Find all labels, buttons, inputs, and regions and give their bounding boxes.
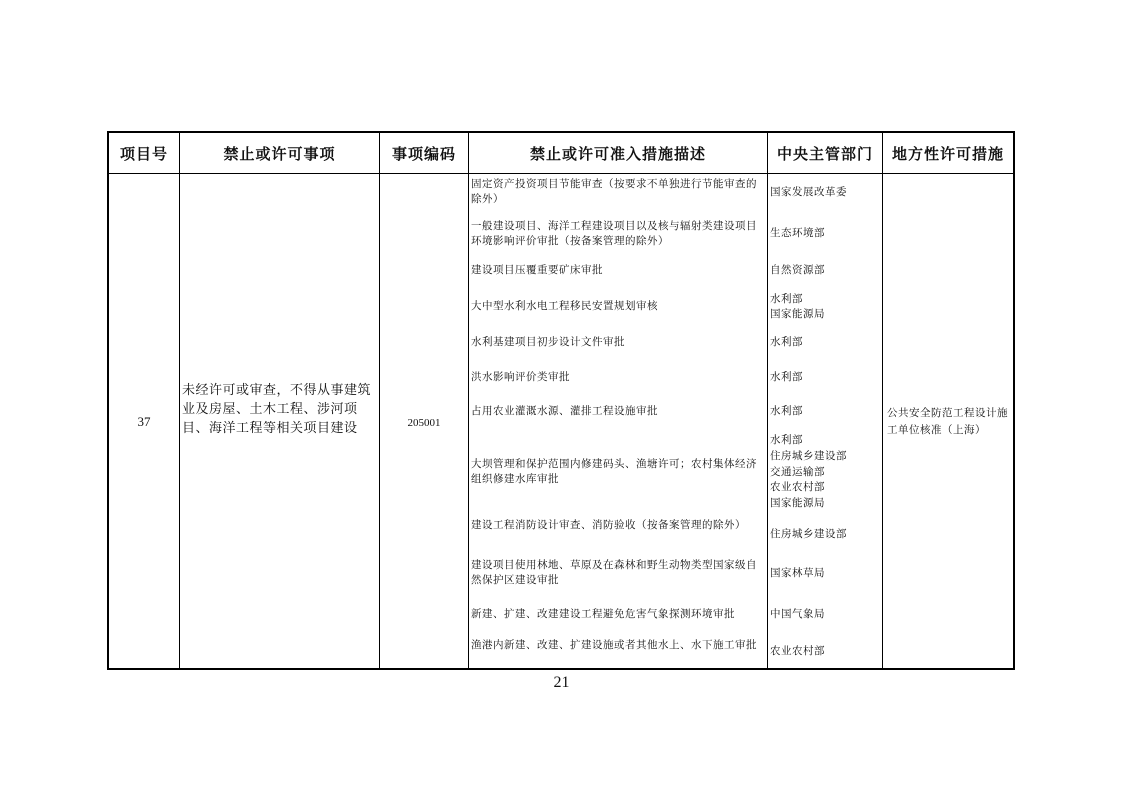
dept-name: 生态环境部: [770, 227, 825, 239]
measure-desc: 大坝管理和保护范围内修建码头、渔塘许可；农村集体经济组织修建水库审批: [471, 458, 757, 485]
dept-name: 农业农村部: [770, 645, 825, 657]
column-divider: [379, 133, 380, 668]
measure-desc: 新建、扩建、改建建设工程避免危害气象探测环境审批: [471, 608, 735, 620]
column-divider: [882, 133, 883, 668]
column-divider: [767, 133, 768, 668]
dept-name: 国家能源局: [770, 308, 825, 320]
dept-group: [770, 292, 880, 322]
dept-name: 国家能源局: [770, 497, 825, 510]
dept-group: [770, 566, 880, 581]
measure-desc: 占用农业灌溉水源、灌排工程设施审批: [471, 405, 658, 417]
dept-group: [770, 607, 880, 622]
measure-desc: 一般建设项目、海洋工程建设项目以及核与辐射类建设项目环境影响评价审批（按备案管理的除外）: [471, 220, 757, 247]
dept-name: 水利部: [770, 293, 803, 305]
dept-name: 国家发展改革委: [770, 186, 847, 198]
header-divider: [109, 173, 1013, 174]
dept-name: 住房城乡建设部: [770, 528, 847, 540]
dept-group: [770, 263, 880, 278]
page-number: 21: [553, 674, 570, 691]
measure-desc: 洪水影响评价类审批: [471, 371, 570, 383]
dept-name: 农业农村部: [770, 481, 825, 494]
dept-group: [770, 644, 880, 659]
header-item-no: 项目号: [119, 144, 168, 163]
dept-name: 水利部: [770, 371, 803, 383]
dept-group: [770, 226, 880, 241]
measure-desc: 建设项目压覆重要矿床审批: [471, 264, 603, 276]
dept-name: 中国气象局: [770, 608, 825, 620]
prohibited-matter-text: 未经许可或审查，不得从事建筑业及房屋、土木工程、涉河项目、海洋工程等相关项目建设: [182, 383, 372, 436]
dept-group: [770, 433, 880, 512]
dept-group: [770, 185, 880, 200]
matter-code: 205001: [407, 417, 441, 429]
dept-name: 住房城乡建设部: [770, 449, 847, 462]
dept-group: [770, 335, 880, 350]
measure-desc: 建设项目使用林地、草原及在森林和野生动物类型国家级自然保护区建设审批: [471, 559, 757, 586]
dept-name: 水利部: [770, 336, 803, 348]
local-measure-text: 公共安全防范工程设计施工单位核准（上海）: [887, 407, 1008, 436]
header-central-dept: 中央主管部门: [776, 144, 873, 163]
dept-group: [770, 404, 880, 419]
dept-group: [770, 527, 880, 542]
measure-desc: 渔港内新建、改建、扩建设施或者其他水上、水下施工审批: [471, 639, 757, 651]
permit-table: [107, 131, 1015, 670]
measure-desc: 建设工程消防设计审查、消防验收（按备案管理的除外）: [471, 519, 746, 531]
dept-name: 水利部: [770, 434, 803, 446]
measure-desc: 水利基建项目初步设计文件审批: [471, 336, 625, 348]
column-divider: [468, 133, 469, 668]
header-local-measure: 地方性许可措施: [891, 144, 1004, 163]
header-matter-code: 事项编码: [391, 144, 456, 163]
header-measure-desc: 禁止或许可准入措施描述: [529, 144, 706, 163]
dept-name: 交通运输部: [770, 465, 825, 478]
dept-name: 水利部: [770, 405, 803, 417]
column-divider: [179, 133, 180, 668]
measure-desc: 固定资产投资项目节能审查（按要求不单独进行节能审查的除外）: [471, 178, 757, 205]
dept-name: 国家林草局: [770, 567, 825, 579]
header-prohibited-matter: 禁止或许可事项: [223, 144, 336, 163]
dept-group: [770, 370, 880, 385]
dept-name: 自然资源部: [770, 264, 825, 276]
measure-desc: 大中型水利水电工程移民安置规划审核: [471, 300, 658, 312]
item-number: 37: [137, 414, 151, 429]
